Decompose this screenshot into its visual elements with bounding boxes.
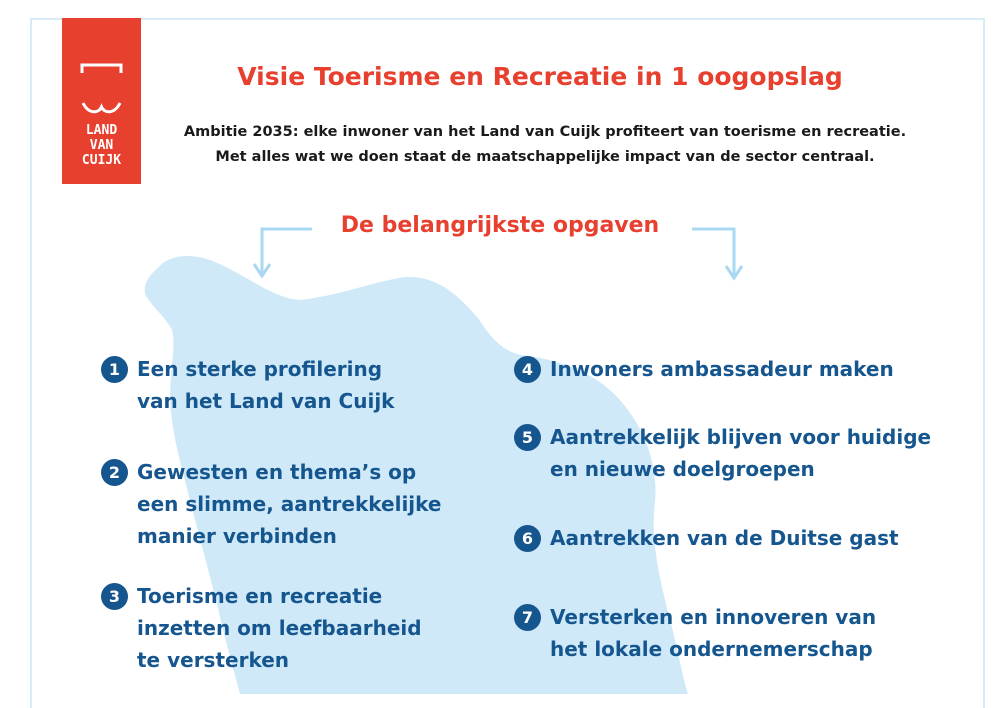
- opgave-item-6: [514, 522, 899, 554]
- number-badge: 4: [514, 356, 541, 383]
- opgave-item-4: [514, 353, 894, 385]
- opgave-text-line: van het Land van Cuijk: [137, 389, 395, 413]
- opgave-item-2: [101, 456, 442, 552]
- opgave-text-line: het lokale ondernemerschap: [550, 637, 873, 661]
- opgave-text-line: en nieuwe doelgroepen: [550, 457, 815, 481]
- opgave-text-line: Toerisme en recreatie: [137, 584, 383, 608]
- ambition-line-1: Ambitie 2035: elke inwoner van het Land van Cuijk profiteert van toerisme en recreatie.: [183, 124, 907, 140]
- logo-text-line-1: LAND: [85, 123, 118, 138]
- opgave-text-line: manier verbinden: [137, 524, 337, 548]
- number-badge: 2: [101, 459, 128, 486]
- number-badge: 3: [101, 583, 128, 610]
- number-badge: 7: [514, 604, 541, 631]
- right-arrow-icon: [692, 229, 742, 278]
- logo-text-line-2: VAN: [89, 138, 114, 153]
- opgave-item-3: [101, 580, 422, 676]
- number-badge: 6: [514, 525, 541, 552]
- number-badge: 5: [514, 424, 541, 451]
- section-heading: De belangrijkste opgaven: [340, 213, 660, 238]
- logo-text-line-3: CUIJK: [81, 153, 122, 168]
- opgave-text-line: Aantrekken van de Duitse gast: [550, 526, 899, 550]
- opgave-text-line: Versterken en innoveren van: [550, 605, 877, 629]
- opgave-text-line: een slimme, aantrekkelijke: [137, 492, 442, 516]
- opgave-item-1: [101, 353, 394, 417]
- ambition-line-2: Met alles wat we doen staat de maatschappelijke impact van de sector centraal.: [215, 149, 875, 165]
- page-title: Visie Toerisme en Recreatie in 1 oogopslag: [237, 62, 843, 91]
- number-badge: 1: [101, 356, 128, 383]
- opgave-text-line: Gewesten en thema’s op: [137, 460, 417, 484]
- opgave-item-5: [514, 421, 931, 485]
- opgave-text-line: Een sterke profilering: [137, 357, 383, 381]
- opgave-item-7: [514, 601, 876, 665]
- opgave-text-line: Inwoners ambassadeur maken: [550, 357, 894, 381]
- opgave-text-line: te versterken: [137, 648, 290, 672]
- opgave-text-line: inzetten om leefbaarheid: [137, 616, 422, 640]
- opgave-text-line: Aantrekkelijk blijven voor huidige: [550, 425, 932, 449]
- left-arrow-icon: [254, 229, 312, 276]
